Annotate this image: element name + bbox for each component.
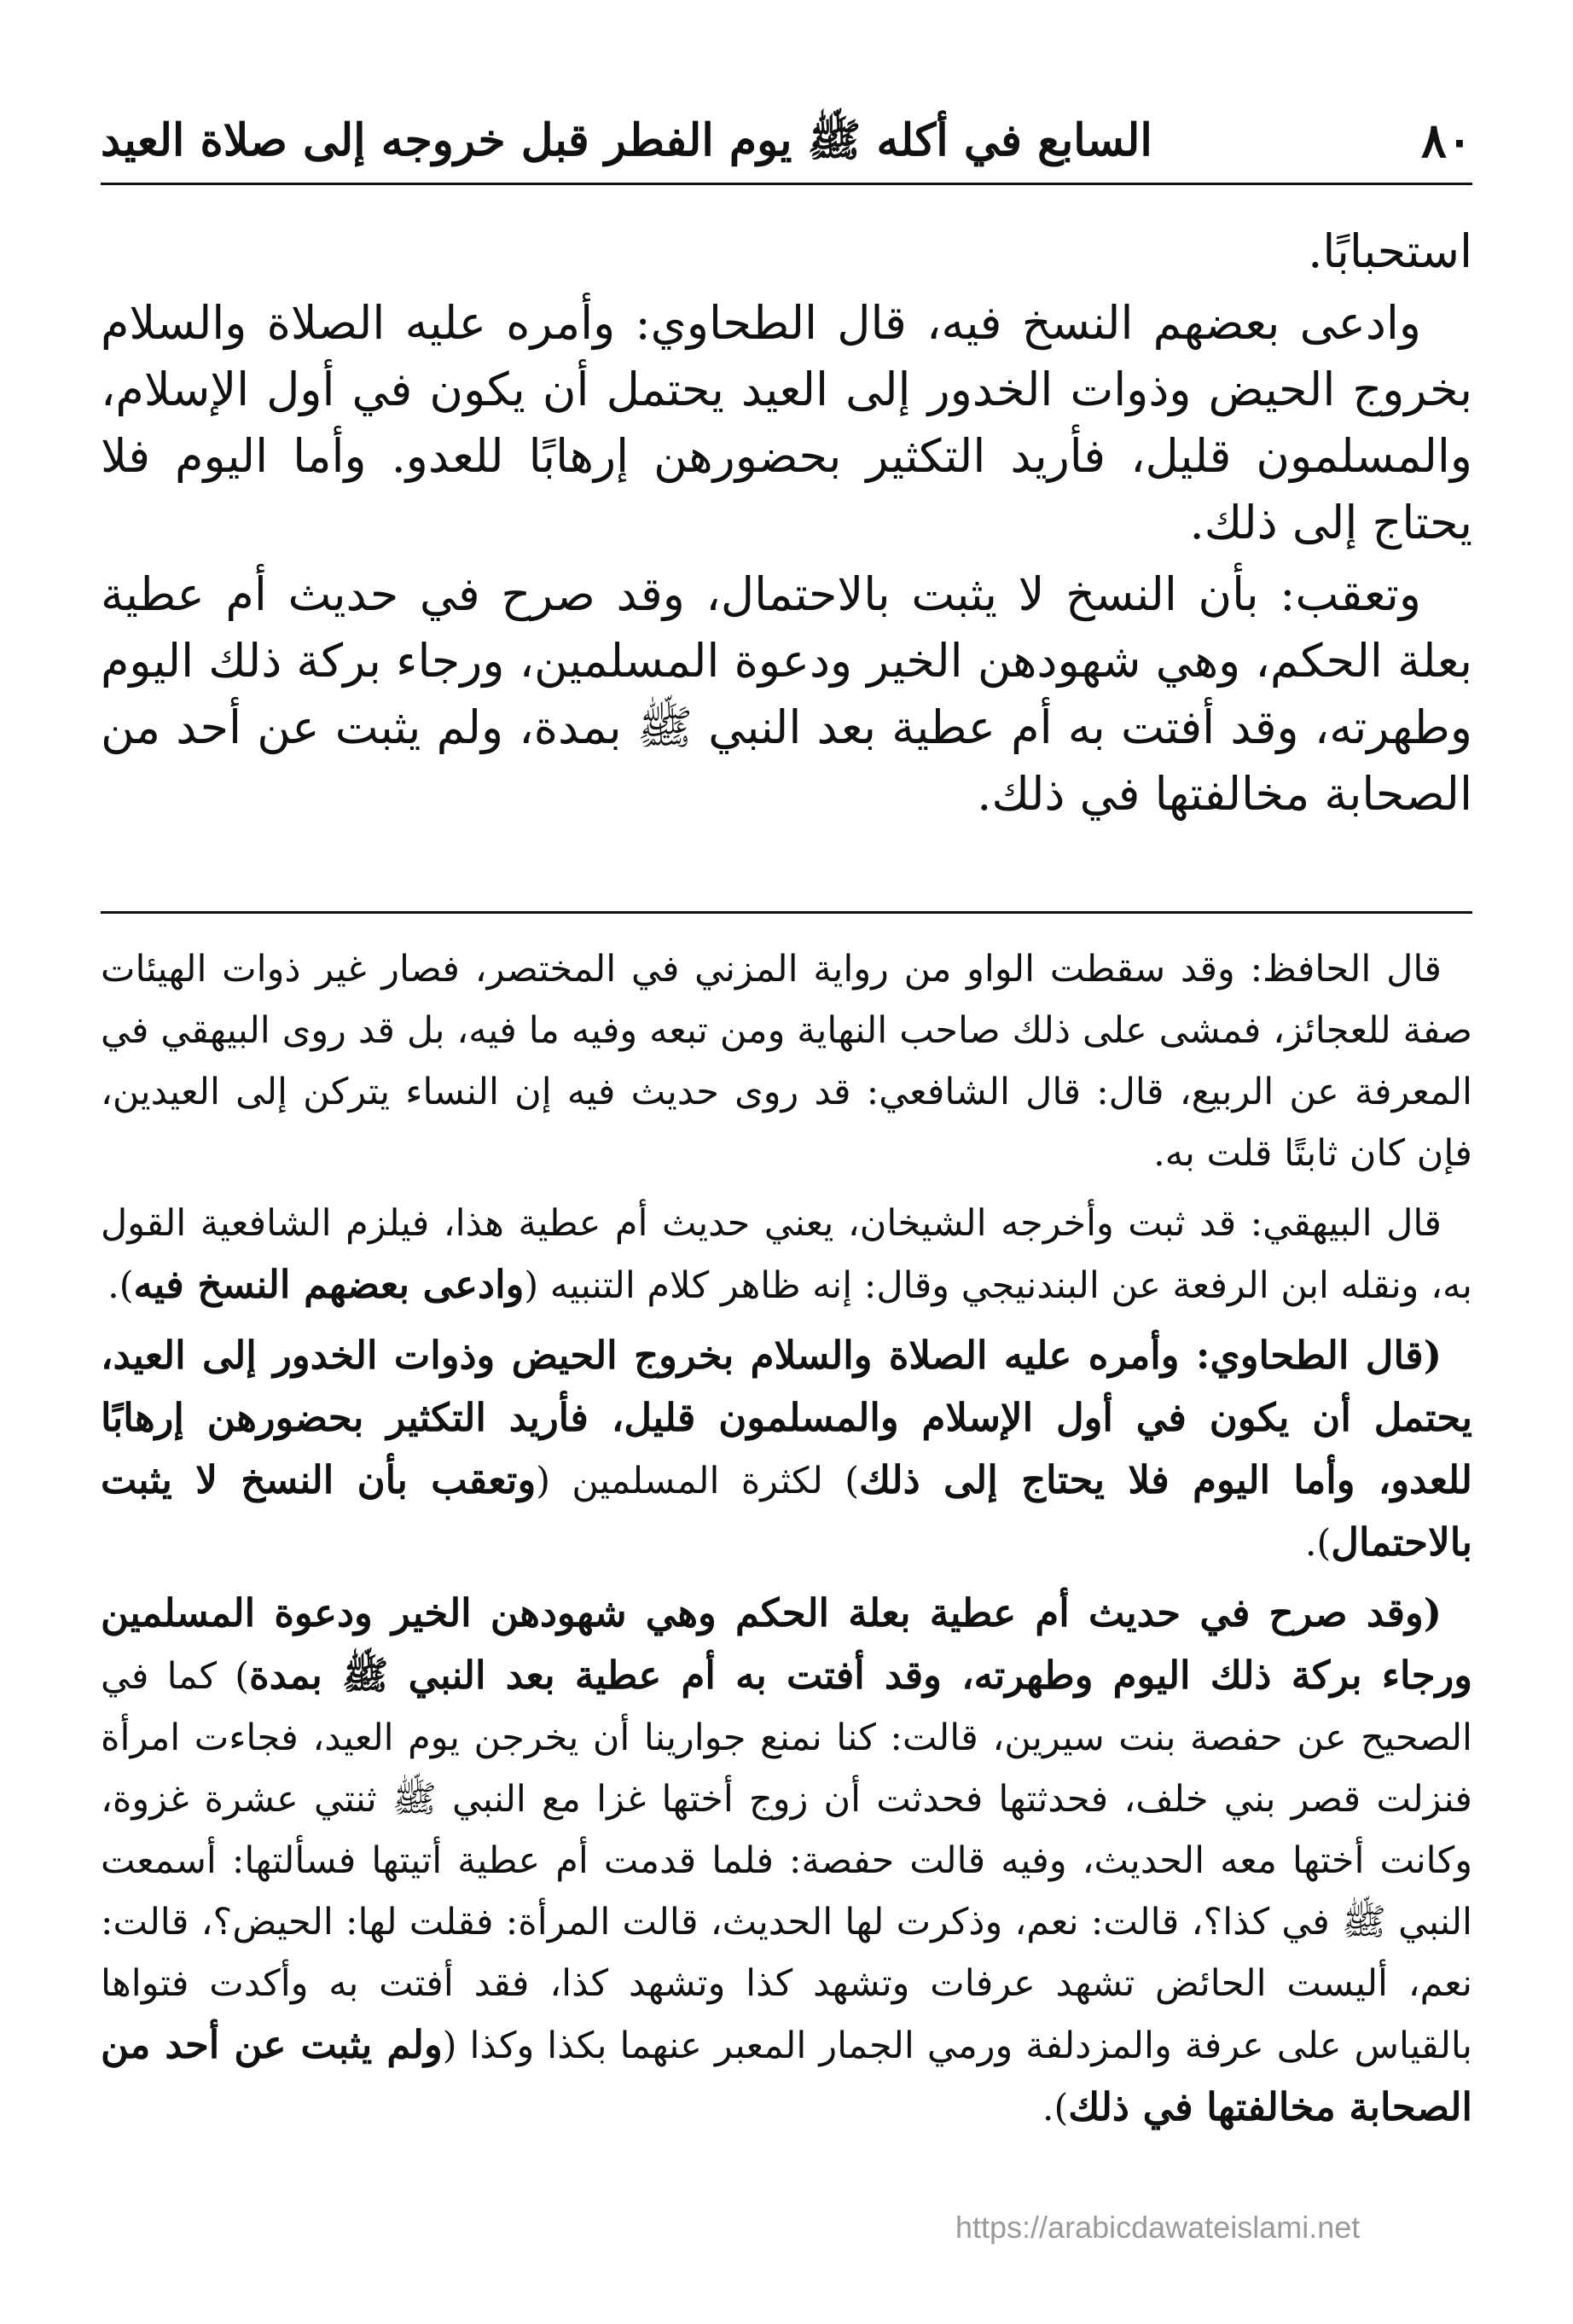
footnote-divider <box>101 911 1472 914</box>
commentary-paragraph <box>101 1325 1472 1574</box>
main-paragraph: وتعقب: بأن النسخ لا يثبت بالاحتمال، وقد صرح في حديث أم عطية بعلة الحكم، وهي شهودهن الخير ودعوة المسلمين، ورجاء بركة ذلك اليوم وطهرته، وقد أفتت به أم عطية بعد النبي ﷺ بمدة، ولم يثبت عن أحد من الصحابة مخالفتها في ذلك. <box>101 567 1472 821</box>
main-paragraph: استحبابًا. <box>1308 224 1472 278</box>
commentary-paragraph <box>101 1583 1472 2139</box>
watermark-url: https://arabicdawateislami.net <box>955 2210 1361 2245</box>
commentary <box>101 938 1472 2147</box>
quoted-text: (وقد صرح في حديث أم عطية بعلة الحكم وهي شهودهن الخير ودعوة المسلمين ورجاء بركة ذلك اليوم وطهرته، وقد أفتت به أم عطية بعد النبي ﷺ بمدة <box>101 1590 1472 1698</box>
commentary-paragraph <box>101 1193 1472 1316</box>
page-number: ٨٠ <box>1420 113 1472 169</box>
running-title: السابع في أكله ﷺ يوم الفطر قبل خروجه إلى صلاة العيد <box>101 114 1152 166</box>
commentary-text: ). <box>107 1264 134 1307</box>
commentary-text: قال البيهقي: قد ثبت وأخرجه الشيخان، يعني حديث أم عطية هذا، فيلزم الشافعية القول به، ونقله ابن الرفعة عن البندنيجي وقال: إنه ظاهر كلام التنبيه ( <box>101 1202 1472 1307</box>
quoted-text: وتعقب بأن النسخ لا يثبت بالاحتمال <box>101 1457 1472 1565</box>
main-paragraph: وادعى بعضهم النسخ فيه، قال الطحاوي: وأمره عليه الصلاة والسلام بخروج الحيض وذوات الخدور إلى العيد يحتمل أن يكون في أول الإسلام، والمسلمون قليل، فأريد التكثير بحضورهن إرهابًا للعدو. وأما اليوم فلا يحتاج إلى ذلك. <box>101 296 1472 549</box>
quoted-text: ولم يثبت عن أحد من الصحابة مخالفتها في ذلك <box>101 2022 1472 2129</box>
page-header <box>101 102 1472 179</box>
commentary-text: ) لكثرة المسلمين ( <box>536 1460 859 1502</box>
commentary-text: ) كما في الصحيح عن حفصة بنت سيرين، قالت: كنا نمنع جوارينا أن يخرجن يوم العيد، فجاءت امرأة فنزلت قصر بني خلف، فحدثتها فحدثت أن زوج أختها غزا مع النبي ﷺ ثنتي عشرة غزوة، وكانت أختها معه الحديث، وفيه قالت حفصة: فلما قدمت أم عطية أتيتها فسألتها: أسمعت النبي ﷺ في كذا؟، قالت: نعم، وذكرت لها الحديث، قالت المرأة: فقلت لها: الحيض؟، قالت: نعم، أليست الحائض تشهد عرفات وتشهد كذا وتشهد كذا، فقد أفتت به وأكدت فتواها بالقياس على عرفة والمزدلفة ورمي الجمار المعبر عنهما بكذا وكذا ( <box>101 1655 1472 2067</box>
commentary-paragraph: قال الحافظ: وقد سقطت الواو من رواية المزني في المختصر، فصار غير ذوات الهيئات صفة للعجائز، فمشى على ذلك صاحب النهاية ومن تبعه وفيه ما فيه، بل قد روى البيهقي في المعرفة عن الربيع، قال: قال الشافعي: قد روى حديث فيه إن النساء يتركن إلى العيدين، فإن كان ثابتًا قلت به. <box>101 948 1472 1175</box>
header-divider <box>101 183 1472 185</box>
main-text <box>101 218 1472 828</box>
commentary-text: ). <box>1042 2087 1069 2129</box>
quoted-text: (قال الطحاوي: وأمره عليه الصلاة والسلام بخروج الحيض وذوات الخدور إلى العيد، يحتمل أن يكون في أول الإسلام والمسلمون قليل، فأريد التكثير بحضورهن إرهابًا للعدو، وأما اليوم فلا يحتاج إلى ذلك <box>101 1333 1472 1502</box>
commentary-text: ). <box>1304 1522 1332 1565</box>
quoted-text: وادعى بعضهم النسخ فيه <box>133 1262 525 1307</box>
